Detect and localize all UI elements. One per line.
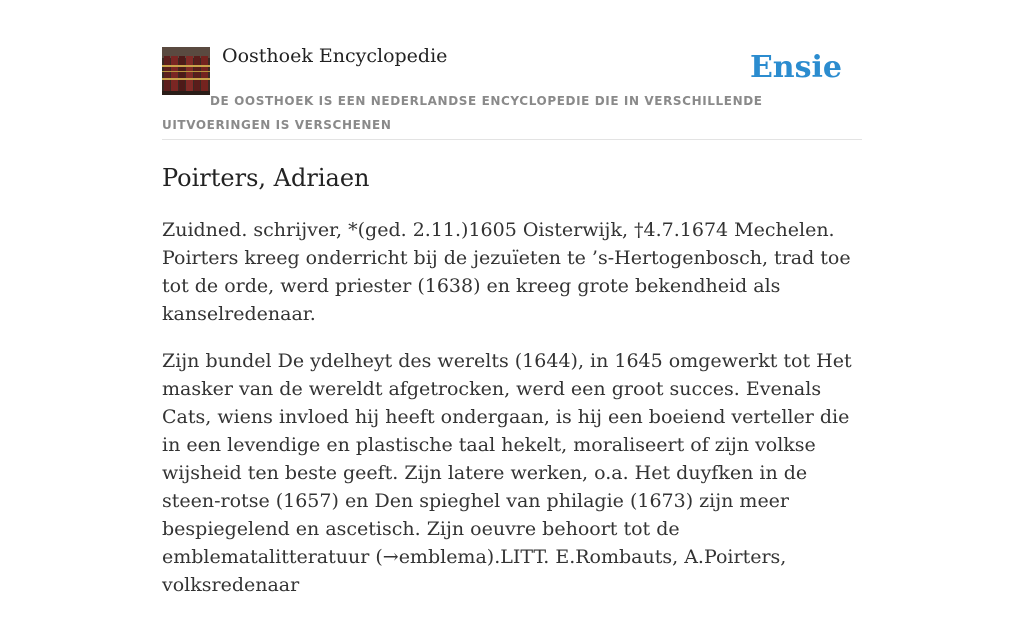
article-paragraph: Zijn bundel De ydelheyt des werelts (1644), in 1645 omgewerkt tot Het masker van de wereldt afgetrocken, werd een groot succes. Evenals Cats, wiens invloed hij heeft ondergaan, is hij een boeiend verteller die in een levendige en plastische taal hekelt, moraliseert of zijn volkse wijsheid ten beste geeft. Zijn latere werken, o.a. Het duyfken in de steen-rotse (1657) en Den spieghel van philagie (1673) zijn meer bespiegelend en ascetisch. Zijn oeuvre behoort tot de emblematalitteratuur (→emblema).LITT. E.Rombauts, A.Poirters, volksredenaar (162, 350, 852, 596)
books-avatar-icon[interactable] (162, 47, 210, 95)
header-divider (162, 139, 862, 140)
site-name[interactable]: Oosthoek Encyclopedie (222, 45, 448, 67)
article-paragraph: Zuidned. schrijver, *(ged. 2.11.)1605 Oisterwijk, †4.7.1674 Mechelen. Poirters kreeg onderricht bij de jezuïeten te ’s-Hertogenbosch, trad toe tot de orde, werd priester (1638) en kreeg grote bekendheid als kanselredenaar. (162, 219, 851, 325)
ensie-logo-link[interactable]: Ensie (749, 50, 842, 85)
article-title: Poirters, Adriaen (162, 164, 370, 192)
article-body (162, 216, 862, 618)
site-tagline: DE OOSTHOEK IS EEN NEDERLANDSE ENCYCLOPEDIE DIE IN VERSCHILLENDE UITVOERINGEN IS VERSCHENEN (162, 94, 763, 132)
